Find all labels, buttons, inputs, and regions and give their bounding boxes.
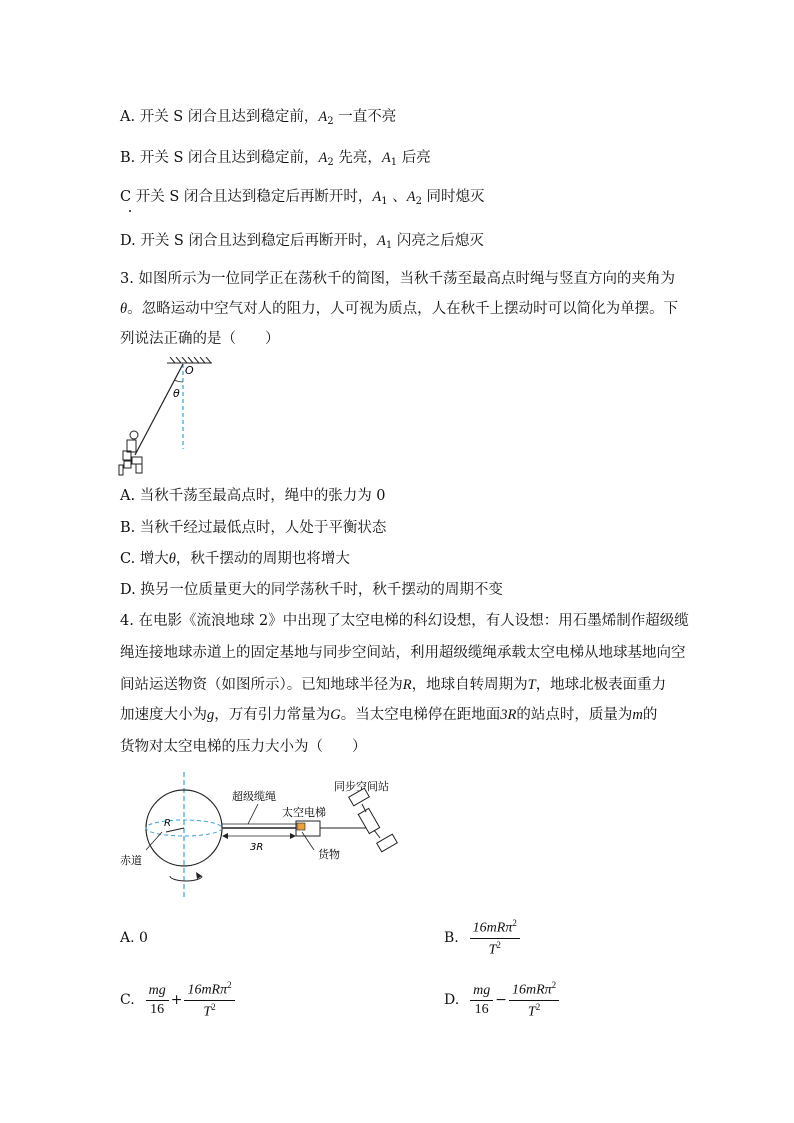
q2-option-c: C 开关 S 闭合且达到稳定后再断开时，$A_1$ 、$A_2$ 同时熄灭 — [120, 189, 485, 207]
fraction-d1: $\frac{mg}{16}$ — [470, 983, 493, 1018]
q3-stem-line3: 列说法正确的是（ ） — [120, 331, 280, 347]
point-o-label: O — [185, 364, 194, 377]
q2-option-a: A. 开关 S 闭合且达到稳定前，$A_2$ 一直不亮 — [120, 109, 397, 127]
q4-option-d: D. $\frac{mg}{16}$ − $\frac{16mR\pi^2}{T^2}$ — [444, 980, 561, 1020]
swing-rope — [135, 364, 183, 455]
q3-stem-line2: θ。忽略运动中空气对人的阻力，人可视为质点，人在秋千上摆动时可以简化为单摆。下 — [120, 301, 679, 317]
cable-leader — [248, 804, 258, 824]
q4-option-b: B. $\frac{16mR\pi^2}{T^2}$ — [444, 918, 522, 958]
q3-option-c: C. 增大θ，秋千摆动的周期也将增大 — [120, 551, 350, 567]
fraction-b: $\frac{16mR\pi^2}{T^2}$ — [470, 918, 520, 958]
elevator-label: 太空电梯 — [282, 806, 326, 819]
angle-arc — [175, 380, 184, 382]
q3-stem-line1: 3. 如图所示为一位同学正在荡秋千的简图，当秋千荡至最高点时绳与竖直方向的夹角为 — [120, 271, 675, 287]
station-label: 同步空间站 — [334, 780, 389, 793]
q4-stem-line2: 绳连接地球赤道上的固定基地与同步空间站，利用超级缆绳承载太空电梯从地球基地向空 — [120, 645, 686, 661]
angle-theta-label: θ — [173, 387, 180, 400]
cargo-label: 货物 — [318, 848, 340, 861]
q4-stem-line5: 货物对太空电梯的压力大小为（ ） — [120, 739, 367, 755]
q4-stem-line3: 间站运送物资（如图所示）。已知地球半径为R，地球自转周期为T，地球北极表面重力 — [120, 677, 667, 693]
q2-option-b: B. 开关 S 闭合且达到稳定前，$A_2$ 先亮，$A_1$ 后亮 — [120, 150, 431, 168]
person-figure — [119, 431, 142, 475]
q4-stem-line4: 加速度大小为g，万有引力常量为G。当太空电梯停在距地面3R的站点时，质量为m的 — [120, 707, 658, 723]
cable-label: 超级缆绳 — [232, 790, 276, 803]
distance-arrowhead-right — [290, 833, 296, 839]
q3-option-a: A. 当秋千荡至最高点时，绳中的张力为 0 — [120, 488, 386, 504]
q4-stem-line1: 4. 在电影《流浪地球 2》中出现了太空电梯的科幻设想，有人设想：用石墨烯制作超级缆 — [120, 613, 689, 629]
radius-label: R — [164, 818, 171, 829]
q4-option-c: C. $\frac{mg}{16}$ + $\frac{16mR\pi^2}{T^2}$ — [120, 980, 237, 1020]
space-elevator-figure — [118, 772, 408, 902]
q2-option-d: D. 开关 S 闭合且达到稳定后再断开时，$A_1$ 闪亮之后熄灭 — [120, 233, 484, 251]
q4-option-a: A. 0 — [120, 930, 148, 946]
q3-option-d: D. 换另一位质量更大的同学荡秋千时，秋千摆动的周期不变 — [120, 582, 503, 598]
distance-label: 3R — [250, 842, 264, 853]
ceiling-hatch — [167, 357, 212, 363]
distance-arrowhead-left — [222, 833, 228, 839]
fraction-c2: $\frac{16mR\pi^2}{T^2}$ — [184, 980, 234, 1020]
fraction-d2: $\frac{16mR\pi^2}{T^2}$ — [509, 980, 559, 1020]
space-station — [349, 788, 398, 852]
swing-figure — [112, 357, 222, 477]
q3-option-b: B. 当秋千经过最低点时，人处于平衡状态 — [120, 520, 387, 536]
cargo-box — [297, 823, 305, 830]
stray-dot — [129, 210, 131, 212]
equator-label: 赤道 — [120, 854, 142, 867]
fraction-c1: $\frac{mg}{16}$ — [146, 983, 169, 1018]
